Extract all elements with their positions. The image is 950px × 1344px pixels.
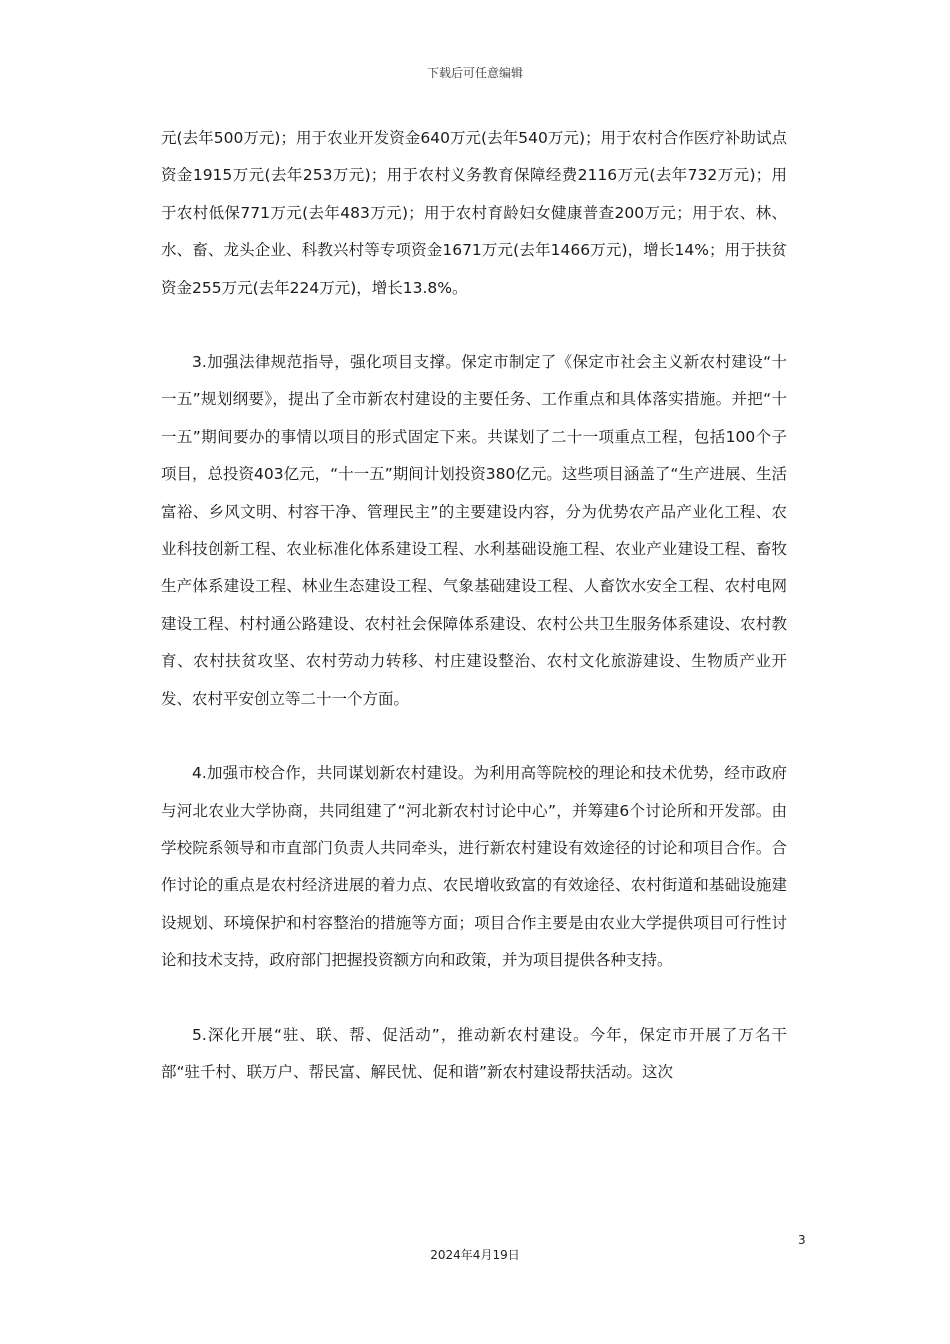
paragraph-gap — [161, 307, 787, 344]
paragraph-item-3: 3.加强法律规范指导，强化项目支撑。保定市制定了《保定市社会主义新农村建设“十一五”规划纲要》，提出了全市新农村建设的主要任务、工作重点和具体落实措施。并把“十一五”期间要办的事情以项目的形式固定下来。共谋划了二十一项重点工程，包括100个子项目，总投资403亿元，“十一五”期间计划投资380亿元。这些项目涵盖了“生产进展、生活富裕、乡风文明、村容干净、管理民主”的主要建设内容，分为优势农产品产业化工程、农业科技创新工程、农业标准化体系建设工程、水利基础设施工程、农业产业建设工程、畜牧生产体系建设工程、林业生态建设工程、气象基础建设工程、人畜饮水安全工程、农村电网建设工程、村村通公路建设、农村社会保障体系建设、农村公共卫生服务体系建设、农村教育、农村扶贫攻坚、农村劳动力转移、村庄建设整治、农村文化旅游建设、生物质产业开发、农村平安创立等二十一个方面。 — [161, 353, 787, 708]
paragraph-gap — [161, 980, 787, 1017]
paragraph-item-5: 5.深化开展“驻、联、帮、促活动”，推动新农村建设。今年，保定市开展了万名干部“驻千村、联万户、帮民富、解民忧、促和谐”新农村建设帮扶活动。这次 — [161, 1025, 787, 1081]
document-body — [161, 120, 787, 1091]
page-header: 下载后可任意编辑 — [426, 66, 523, 80]
paragraph-item-4: 4.加强市校合作，共同谋划新农村建设。为利用高等院校的理论和技术优势，经市政府与河北农业大学协商，共同组建了“河北新农村讨论中心”，并筹建6个讨论所和开发部。由学校院系领导和市直部门负责人共同牵头，进行新农村建设有效途径的讨论和项目合作。合作讨论的重点是农村经济进展的着力点、农民增收致富的有效途径、农村街道和基础设施建设规划、环境保护和村容整治的措施等方面；项目合作主要是由农业大学提供项目可行性讨论和技术支持，政府部门把握投资额方向和政策，并为项目提供各种支持。 — [161, 764, 787, 970]
paragraph-gap — [161, 718, 787, 755]
paragraph-continued-funding: 元(去年500万元)；用于农业开发资金640万元(去年540万元)；用于农村合作医疗补助试点资金1915万元(去年253万元)；用于农村义务教育保障经费2116万元(去年732万元)；用于农村低保771万元(去年483万元)；用于农村育龄妇女健康普查200万元；用于农、林、水、畜、龙头企业、科教兴村等专项资金1671万元(去年1466万元)，增长14%；用于扶贫资金255万元(去年224万元)，增长13.8%。 — [161, 129, 787, 297]
page-number: 3 — [798, 1233, 806, 1247]
page-footer-date: 2024年4月19日 — [430, 1248, 520, 1262]
